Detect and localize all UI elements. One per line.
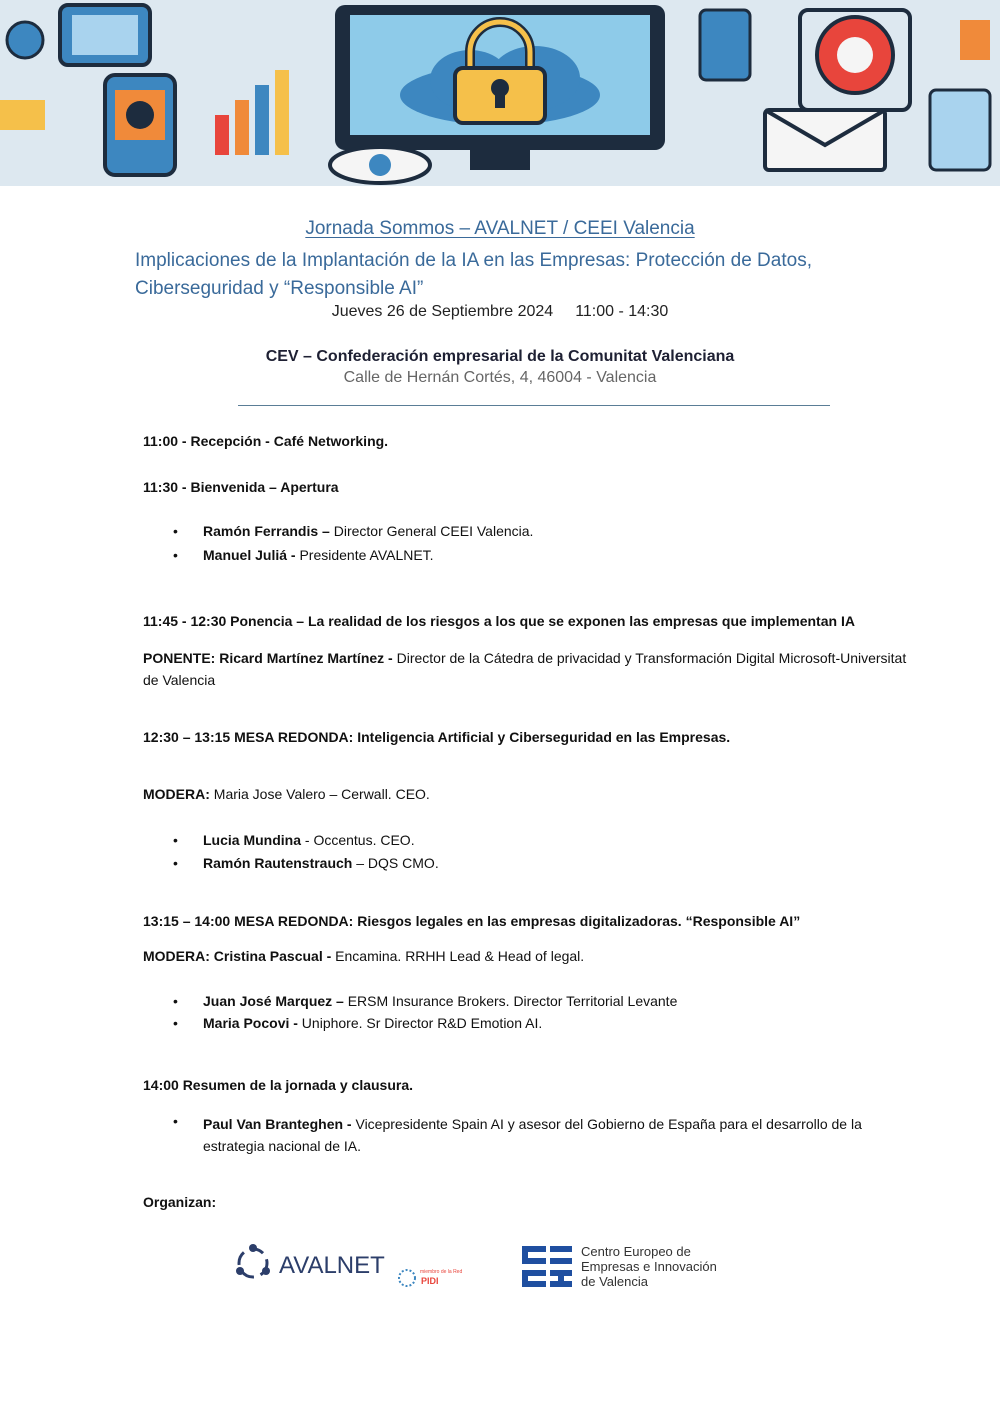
speaker-name: Ramón Rautenstrauch [203, 855, 353, 871]
list-item [203, 547, 434, 563]
organizers-label: Organizan: [143, 1194, 217, 1210]
header-divider [238, 405, 830, 406]
agenda-reception: 11:00 - Recepción - Café Networking. [143, 433, 389, 449]
avalnet-wordmark: AVALNET [279, 1252, 385, 1279]
bullet: • [173, 993, 178, 1009]
panel-1-moderator [143, 786, 430, 802]
ceei-line-3: de Valencia [581, 1274, 648, 1289]
moderator-name: Encamina. RRHH Lead & Head of legal. [331, 948, 585, 964]
venue-name: CEV – Confederación empresarial de la Comunitat Valenciana [265, 348, 735, 365]
ceei-logo [522, 1244, 717, 1289]
speaker-role: ERSM Insurance Brokers. Director Territorial Levante [343, 993, 678, 1009]
speaker-role: – DQS CMO. [352, 855, 439, 871]
header-banner [0, 0, 1000, 186]
talk-speaker [143, 647, 913, 691]
list-item [203, 855, 439, 871]
list-item [203, 1015, 542, 1031]
envelope-icon [765, 110, 885, 170]
bullet: • [173, 832, 178, 848]
ceei-line-1: Centro Europeo de [581, 1244, 691, 1259]
speaker-name: Lucia Mundina [203, 832, 301, 848]
pidi-label: PIDI [421, 1276, 439, 1286]
speaker-name: Ramón Ferrandis – [203, 523, 330, 539]
speaker-role: - Occentus. CEO. [301, 832, 415, 848]
speaker-name: Paul Van Branteghen - [203, 1116, 352, 1132]
organizer-logos [0, 1240, 1000, 1300]
speaker-role: Presidente AVALNET. [295, 547, 434, 563]
speaker-role: Vicepresidente Spain AI y asesor del Gobierno de España para el desarrollo de la estrategia nacional de IA. [203, 1116, 862, 1154]
bullet: • [173, 523, 178, 539]
panel-2-moderator [143, 948, 584, 964]
event-title: Jornada Sommos – AVALNET / CEEI Valencia [305, 218, 695, 239]
list-item [203, 832, 415, 848]
agenda-closing: 14:00 Resumen de la jornada y clausura. [143, 1077, 414, 1093]
agenda-panel-1: 12:30 – 13:15 MESA REDONDA: Inteligencia Artificial y Ciberseguridad en las Empresas. [143, 729, 731, 745]
bullet: • [173, 547, 178, 563]
list-item [203, 523, 533, 539]
speaker-name: Maria Pocovi - [203, 1015, 298, 1031]
pidi-small: miembro de la Red [420, 1269, 463, 1275]
speaker-role: Director General CEEI Valencia. [329, 523, 534, 539]
speaker-role: Uniphore. Sr Director R&D Emotion AI. [297, 1015, 543, 1031]
moderator-label: MODERA: [143, 786, 210, 802]
moderator-name: Maria Jose Valero – Cerwall. CEO. [209, 786, 430, 802]
avalnet-logo [236, 1244, 462, 1286]
agenda-welcome: 11:30 - Bienvenida – Apertura [143, 479, 339, 495]
ceei-line-2: Empresas e Innovación [581, 1259, 717, 1274]
event-date-time [0, 303, 1000, 321]
agenda-panel-2: 13:15 – 14:00 MESA REDONDA: Riesgos legales en las empresas digitalizadoras. “Responsible AI” [143, 913, 801, 929]
speaker-name: Juan José Marquez – [203, 993, 344, 1009]
list-item [203, 1113, 918, 1157]
bullet: • [173, 855, 178, 871]
venue-address: Calle de Hernán Cortés, 4, 46004 - Valencia [343, 369, 657, 386]
bullet: • [173, 1113, 178, 1129]
event-subtitle: Implicaciones de la Implantación de la IA en las Empresas: Protección de Datos, Ciberseguridad y “Responsible AI” [135, 250, 812, 299]
event-date: Jueves 26 de Septiembre 2024 [331, 303, 554, 320]
eye-icon [330, 147, 430, 183]
list-item [203, 993, 677, 1009]
speaker-name: Manuel Juliá - [203, 547, 296, 563]
bullet: • [173, 1015, 178, 1031]
gear-icon [817, 17, 893, 93]
event-time: 11:00 - 14:30 [575, 303, 669, 320]
moderator-label: MODERA: Cristina Pascual - [143, 948, 332, 964]
speaker-name: PONENTE: Ricard Martínez Martínez - [143, 650, 393, 666]
speaker-role: Director de la Cátedra de privacidad y Transformación Digital Microsoft-Universitat de Valencia [143, 650, 907, 688]
agenda-talk: 11:45 - 12:30 Ponencia – La realidad de los riesgos a los que se exponen las empresas que implementan IA [143, 613, 855, 629]
